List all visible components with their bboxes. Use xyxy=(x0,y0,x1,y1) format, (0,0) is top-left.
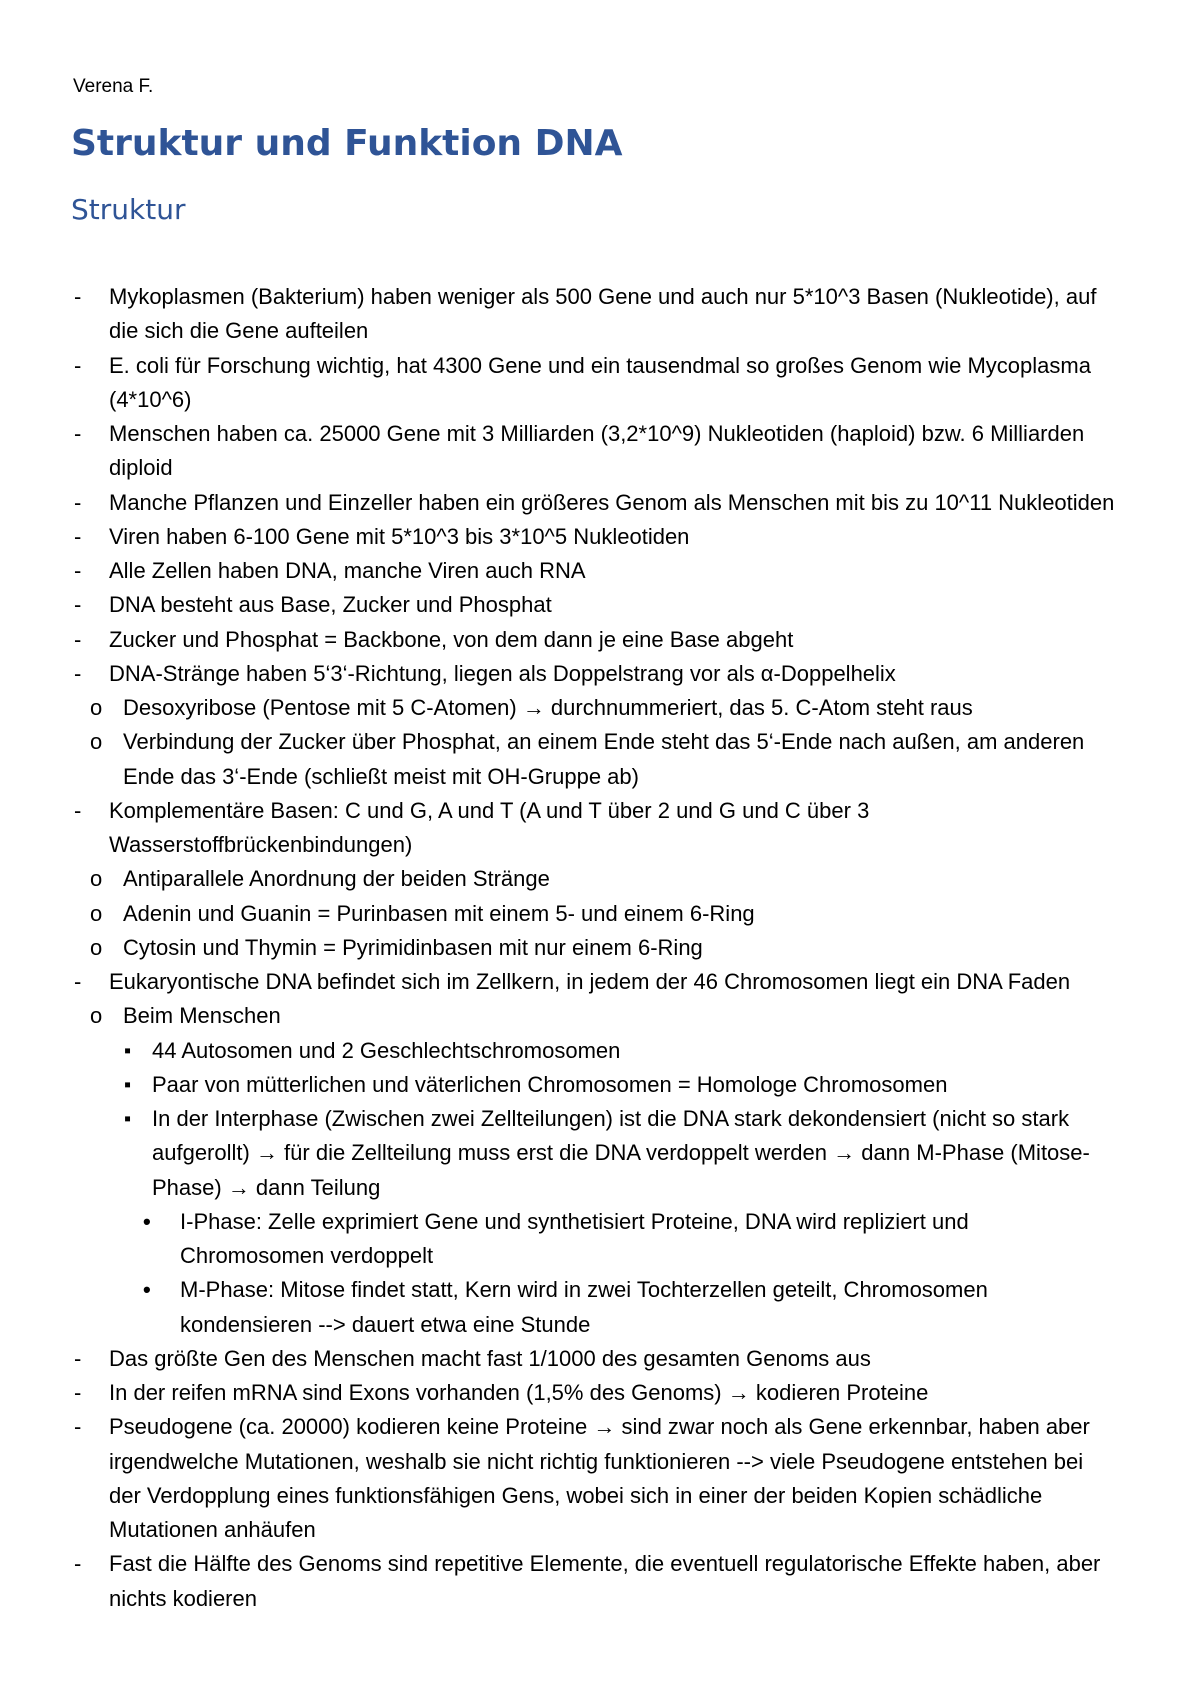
list-marker-square: ▪ xyxy=(124,1108,132,1130)
list-item-line xyxy=(0,1171,1200,1205)
list-item-line xyxy=(0,691,1200,725)
list-item-line xyxy=(0,520,1200,554)
list-item-line xyxy=(0,451,1200,485)
list-item-text: Verbindung der Zucker über Phosphat, an einem Ende steht das 5‘-Ende nach außen, am anderen xyxy=(123,729,1085,755)
list-item-text: der Verdopplung eines funktionsfähigen Gens, wobei sich in einer der beiden Kopien schädliche xyxy=(109,1482,1043,1508)
list-item xyxy=(0,1205,1200,1274)
list-item-text: I-Phase: Zelle exprimiert Gene und synthetisiert Proteine, DNA wird repliziert und xyxy=(180,1208,969,1234)
list-item-text: Alle Zellen haben DNA, manche Viren auch RNA xyxy=(109,558,586,583)
list-item xyxy=(0,1410,1200,1547)
list-item-text: Chromosomen verdoppelt xyxy=(180,1243,434,1268)
list-marker-dash: - xyxy=(74,1414,82,1440)
list-item-text: Phase) → dann Teilung xyxy=(152,1174,381,1200)
list-item-line xyxy=(0,1102,1200,1136)
list-item-text: Mykoplasmen (Bakterium) haben weniger als 500 Gene und auch nur 5*10^3 Basen (Nukleotide), auf xyxy=(109,284,1097,309)
list-item xyxy=(0,999,1200,1342)
list-item-line xyxy=(0,486,1200,520)
author-name: Verena F. xyxy=(73,76,154,97)
list-item-line xyxy=(0,897,1200,931)
list-item-text: Desoxyribose (Pentose mit 5 C-Atomen) → durchnummeriert, das 5. C-Atom steht raus xyxy=(123,695,973,720)
list-marker-dash: - xyxy=(74,352,82,378)
list-item xyxy=(0,554,1200,588)
sub-list xyxy=(0,1034,1200,1342)
list-item-line xyxy=(0,760,1200,794)
list-item-text: Mutationen anhäufen xyxy=(109,1517,316,1542)
list-marker-circle: o xyxy=(90,900,103,926)
list-marker-dash: - xyxy=(74,626,82,652)
list-item-line xyxy=(0,999,1200,1033)
list-item xyxy=(0,486,1200,520)
list-marker-circle: o xyxy=(90,729,103,755)
list-item-line xyxy=(0,1239,1200,1273)
list-item xyxy=(0,862,1200,896)
list-marker-dash: - xyxy=(74,523,82,549)
list-item xyxy=(0,1376,1200,1410)
list-marker-dash: - xyxy=(74,489,82,515)
list-item-text: diploid xyxy=(109,455,173,481)
list-marker-dash: - xyxy=(74,558,82,583)
list-item-text: aufgerollt) → für die Zellteilung muss erst die DNA verdoppelt werden → dann M-Phase (Mitose- xyxy=(152,1140,1090,1166)
section-heading: Struktur xyxy=(71,193,186,226)
list-marker-circle: o xyxy=(90,1003,103,1029)
list-item-text: M-Phase: Mitose findet statt, Kern wird in zwei Tochterzellen geteilt, Chromosomen xyxy=(180,1277,988,1303)
list-item-line xyxy=(0,1376,1200,1410)
list-item xyxy=(0,1102,1200,1342)
sub-list xyxy=(0,1205,1200,1342)
list-item-line xyxy=(0,1342,1200,1376)
list-item-line xyxy=(0,1273,1200,1307)
list-item xyxy=(0,1068,1200,1102)
list-item-text: Fast die Hälfte des Genoms sind repetitive Elemente, die eventuell regulatorische Effekte haben, aber xyxy=(109,1551,1101,1577)
list-item-line xyxy=(0,1136,1200,1170)
list-item-line xyxy=(0,417,1200,451)
list-marker-dash: - xyxy=(74,797,82,823)
list-marker-dash: - xyxy=(74,421,82,446)
list-item-text: nichts kodieren xyxy=(109,1585,257,1611)
list-item-text: Viren haben 6-100 Gene mit 5*10^3 bis 3*10^5 Nukleotiden xyxy=(109,523,690,549)
list-item-text: Das größte Gen des Menschen macht fast 1/1000 des gesamten Genoms aus xyxy=(109,1345,871,1371)
list-item xyxy=(0,1273,1200,1342)
list-item-line xyxy=(0,1410,1200,1444)
list-item-line xyxy=(0,554,1200,588)
list-item-line xyxy=(0,1308,1200,1342)
list-item xyxy=(0,280,1200,349)
list-item-line xyxy=(0,1582,1200,1616)
list-item-text: Adenin und Guanin = Purinbasen mit einem 5- und einem 6-Ring xyxy=(123,900,755,926)
list-item-line xyxy=(0,1034,1200,1068)
list-item xyxy=(0,1547,1200,1616)
list-item-line xyxy=(0,1068,1200,1102)
list-item-text: kondensieren --> dauert etwa eine Stunde xyxy=(180,1311,591,1337)
list-marker-square: ▪ xyxy=(124,1039,132,1062)
list-item-text: In der Interphase (Zwischen zwei Zellteilungen) ist die DNA stark dekondensiert (nicht so stark xyxy=(152,1106,1070,1131)
list-item-text: die sich die Gene aufteilen xyxy=(109,318,369,344)
list-item-text: irgendwelche Mutationen, weshalb sie nicht richtig funktionieren --> viele Pseudogene entstehen bei xyxy=(109,1448,1084,1474)
list-item xyxy=(0,520,1200,554)
list-item-text: In der reifen mRNA sind Exons vorhanden (1,5% des Genoms) → kodieren Proteine xyxy=(109,1380,929,1405)
list-marker-dash: - xyxy=(74,284,82,309)
list-item-line xyxy=(0,349,1200,383)
list-item-line xyxy=(0,1513,1200,1547)
list-item xyxy=(0,725,1200,794)
list-item-text: Antiparallele Anordnung der beiden Stränge xyxy=(123,866,550,892)
list-item xyxy=(0,691,1200,725)
list-item xyxy=(0,1034,1200,1068)
list-marker-circle: o xyxy=(90,934,103,960)
list-item-line xyxy=(0,1479,1200,1513)
list-item-line xyxy=(0,965,1200,999)
list-item-line xyxy=(0,314,1200,348)
list-item-text: Komplementäre Basen: C und G, A und T (A und T über 2 und G und C über 3 xyxy=(109,797,870,823)
list-item-text: (4*10^6) xyxy=(109,386,192,412)
sub-list xyxy=(0,691,1200,794)
list-item xyxy=(0,349,1200,418)
list-item xyxy=(0,417,1200,486)
list-item-line xyxy=(0,794,1200,828)
list-item-line xyxy=(0,1547,1200,1581)
list-item-text: Ende das 3‘-Ende (schließt meist mit OH-Gruppe ab) xyxy=(123,763,639,789)
list-item-text: Wasserstoffbrückenbindungen) xyxy=(109,832,413,857)
list-marker-dash: - xyxy=(74,1551,82,1577)
list-marker-dot: • xyxy=(143,1277,151,1303)
list-item-line xyxy=(0,1205,1200,1239)
list-marker-circle: o xyxy=(90,695,103,720)
list-item xyxy=(0,931,1200,965)
list-item-text: Pseudogene (ca. 20000) kodieren keine Proteine → sind zwar noch als Gene erkennbar, haben aber xyxy=(109,1414,1090,1440)
list-item-text: E. coli für Forschung wichtig, hat 4300 Gene und ein tausendmal so großes Genom wie Mycoplasma xyxy=(109,352,1091,378)
list-marker-square: ▪ xyxy=(124,1073,132,1096)
list-marker-dash: - xyxy=(74,969,82,994)
list-item-line xyxy=(0,862,1200,896)
sub-list xyxy=(0,999,1200,1342)
list-item-line xyxy=(0,657,1200,691)
list-item-text: Paar von mütterlichen und väterlichen Chromosomen = Homologe Chromosomen xyxy=(152,1071,948,1097)
bullet-list xyxy=(0,280,1200,1616)
list-item xyxy=(0,657,1200,794)
list-item xyxy=(0,965,1200,1342)
list-item-line xyxy=(0,588,1200,622)
list-item xyxy=(0,897,1200,931)
list-marker-dash: - xyxy=(74,1345,82,1371)
list-item xyxy=(0,1342,1200,1376)
list-item-text: 44 Autosomen und 2 Geschlechtschromosomen xyxy=(152,1037,621,1063)
list-item-line xyxy=(0,623,1200,657)
list-item-line xyxy=(0,725,1200,759)
document-title: Struktur und Funktion DNA xyxy=(71,123,623,164)
list-item-text: Zucker und Phosphat = Backbone, von dem dann je eine Base abgeht xyxy=(109,626,794,652)
list-item-text: Menschen haben ca. 25000 Gene mit 3 Milliarden (3,2*10^9) Nukleotiden (haploid) bzw. 6 Milliarden xyxy=(109,421,1085,446)
list-item-text: Manche Pflanzen und Einzeller haben ein größeres Genom als Menschen mit bis zu 10^11 Nukleotiden xyxy=(109,489,1115,515)
list-item xyxy=(0,623,1200,657)
list-item-text: Cytosin und Thymin = Pyrimidinbasen mit nur einem 6-Ring xyxy=(123,934,703,960)
list-marker-dash: - xyxy=(74,592,82,618)
list-marker-dash: - xyxy=(74,660,82,686)
list-marker-dash: - xyxy=(74,1380,82,1405)
list-item-line xyxy=(0,828,1200,862)
sub-list xyxy=(0,862,1200,965)
list-marker-circle: o xyxy=(90,866,103,892)
list-item-line xyxy=(0,931,1200,965)
list-item-text: DNA besteht aus Base, Zucker und Phosphat xyxy=(109,592,552,618)
list-item-text: DNA-Stränge haben 5‘3‘-Richtung, liegen als Doppelstrang vor als α-Doppelhelix xyxy=(109,660,896,686)
list-item xyxy=(0,588,1200,622)
list-item xyxy=(0,794,1200,965)
list-item-text: Beim Menschen xyxy=(123,1003,281,1029)
list-item-line xyxy=(0,280,1200,314)
list-item-line xyxy=(0,1445,1200,1479)
list-item-line xyxy=(0,383,1200,417)
list-marker-dot: • xyxy=(143,1208,151,1234)
list-item-text: Eukaryontische DNA befindet sich im Zellkern, in jedem der 46 Chromosomen liegt ein DNA Faden xyxy=(109,969,1071,994)
